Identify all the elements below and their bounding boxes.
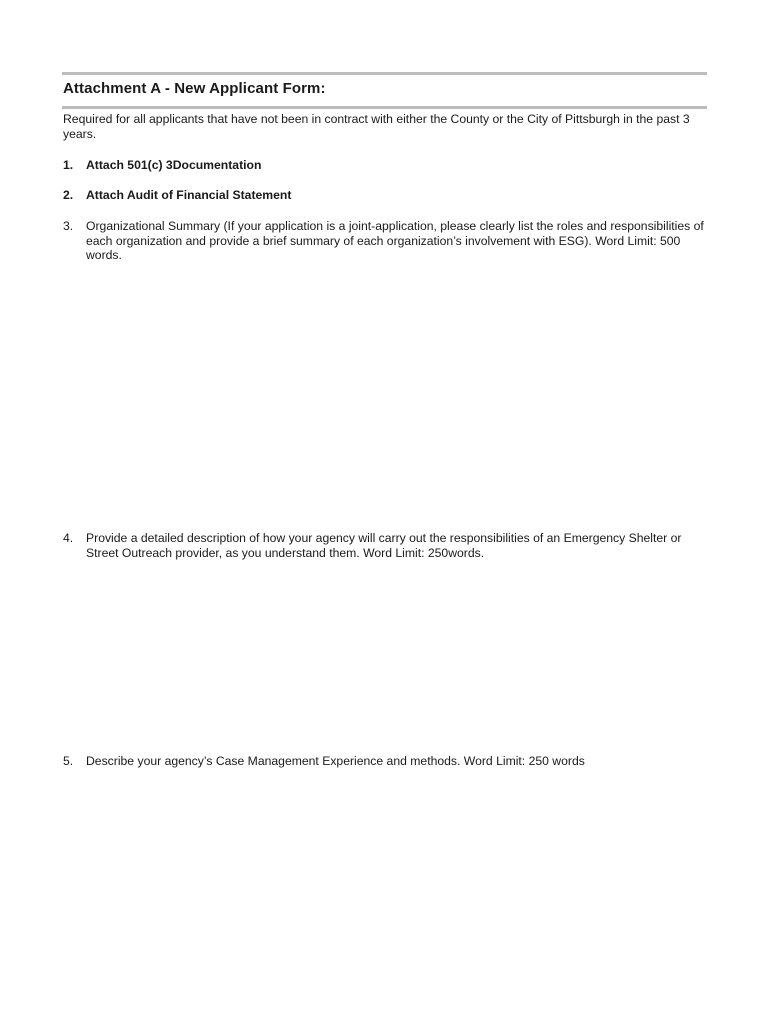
organizational-summary-answer-area[interactable]: [86, 268, 706, 523]
list-item-attach-audit: [63, 188, 708, 203]
list-item-organizational-summary: [63, 219, 708, 263]
case-management-answer-area[interactable]: [86, 775, 706, 1005]
item-number: 4.: [63, 531, 74, 545]
item-text: Organizational Summary (If your application is a joint-application, please clearly list the roles and responsibilities of each organization and provide a brief summary of each organization’s involvement with ESG). Word Limit: 500 words.: [86, 219, 704, 262]
header-bottom-rule: [62, 106, 707, 109]
item-text: Attach Audit of Financial Statement: [86, 188, 292, 202]
item-text: Provide a detailed description of how your agency will carry out the responsibilities of an Emergency Shelter or Street Outreach provider, as you understand them. Word Limit: 250words.: [86, 531, 682, 560]
form-intro: Required for all applicants that have not been in contract with either the County or the City of Pittsburgh in the past 3 years.: [63, 112, 690, 141]
item-number: 5.: [63, 754, 74, 768]
responsibilities-answer-area[interactable]: [86, 566, 706, 746]
header-top-rule: [62, 72, 707, 75]
form-title: Attachment A - New Applicant Form:: [63, 80, 326, 97]
item-number: 3.: [63, 219, 74, 233]
list-item-case-management: [63, 754, 708, 769]
item-text: Describe your agency’s Case Management Experience and methods. Word Limit: 250 words: [86, 754, 585, 768]
item-text: Attach 501(c) 3Documentation: [86, 158, 262, 172]
list-item-attach-501c3: [63, 158, 708, 173]
list-item-responsibilities-description: [63, 531, 708, 560]
item-number: 2.: [63, 188, 74, 202]
item-number: 1.: [63, 158, 74, 172]
